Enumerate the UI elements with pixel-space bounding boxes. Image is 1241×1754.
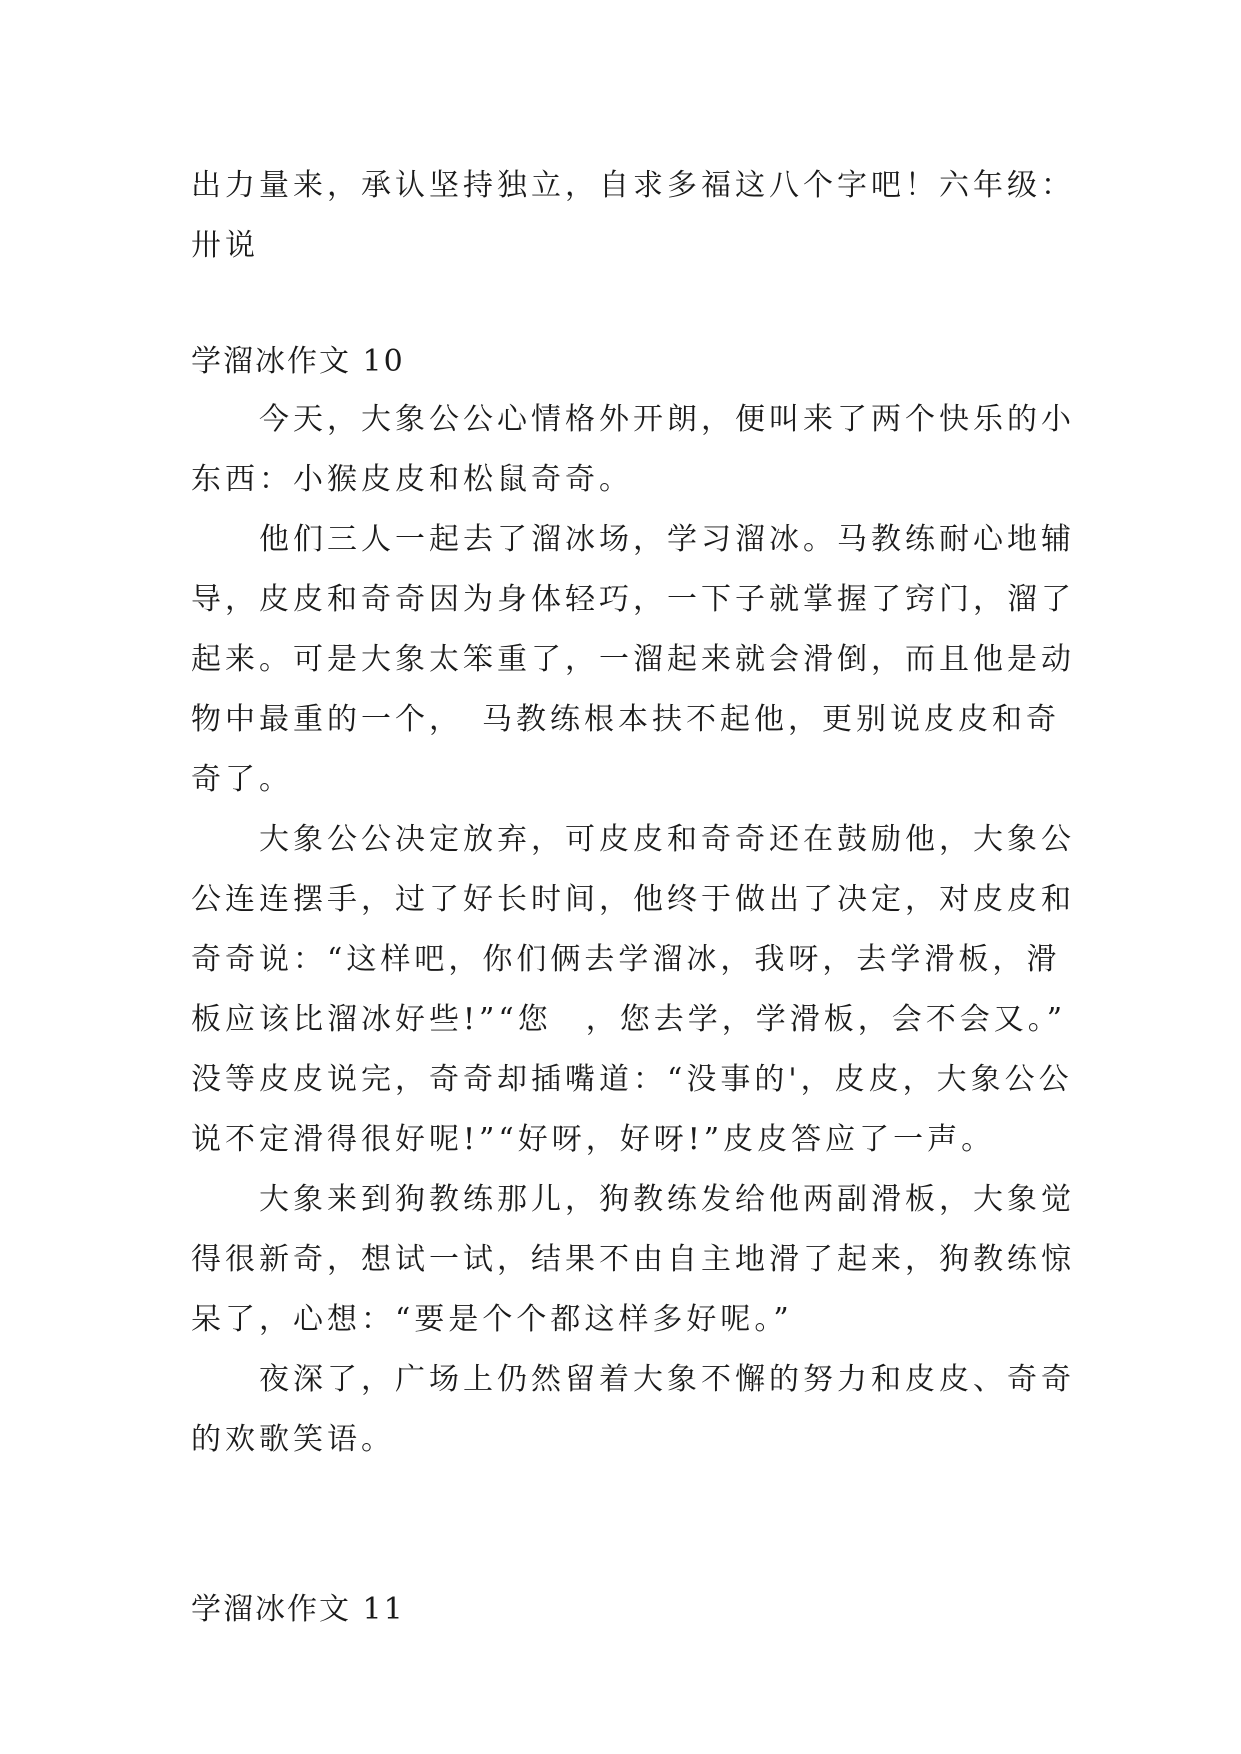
text-line: 呆了，心想：“要是个个都这样多好呢。”	[191, 1302, 793, 1337]
text-line: 夜深了，广场上仍然留着大象不懈的努力和皮皮、奇奇	[191, 1362, 1075, 1397]
text-line: 公连连摆手，过了好长时间，他终于做出了决定，对皮皮和	[191, 882, 1075, 917]
essay-11-heading: 学溜冰作文 11	[191, 1592, 405, 1627]
text-line: 东西：小猴皮皮和松鼠奇奇。	[191, 462, 633, 497]
text-line: 得很新奇，想试一试，结果不由自主地滑了起来，狗教练惊	[191, 1242, 1075, 1277]
essay-10-paragraph-5	[191, 1350, 1075, 1470]
text-line: 大象公公决定放弃，可皮皮和奇奇还在鼓励他，大象公	[191, 822, 1075, 857]
essay-10-paragraph-3	[191, 810, 1075, 1170]
text-line: 板应该比溜冰好些!”“您 ，您去学，学滑板，会不会又。”	[191, 1002, 1067, 1037]
text-line: 导，皮皮和奇奇因为身体轻巧，一下子就掌握了窍门，溜了	[191, 582, 1075, 617]
text-line: 起来。可是大象太笨重了，一溜起来就会滑倒，而且他是动	[191, 642, 1075, 677]
text-line: 出力量来，承认坚持独立，自求多福这八个字吧！六年级：	[191, 168, 1075, 203]
text-line: 奇奇说：“这样吧，你们俩去学溜冰，我呀，去学滑板，滑	[191, 942, 1061, 977]
text-line: 卅说	[191, 228, 259, 263]
text-line: 今天，大象公公心情格外开朗，便叫来了两个快乐的小	[191, 402, 1075, 437]
text-line: 说不定滑得很好呢!”“好呀，好呀!”皮皮答应了一声。	[191, 1122, 996, 1157]
continuation-paragraph	[191, 156, 1075, 276]
text-line: 他们三人一起去了溜冰场，学习溜冰。马教练耐心地辅	[191, 522, 1075, 557]
text-line: 的欢歌笑语。	[191, 1422, 395, 1457]
text-line: 物中最重的一个， 马教练根本扶不起他，更别说皮皮和奇	[191, 702, 1060, 737]
essay-10-paragraph-2	[191, 510, 1075, 810]
text-line: 没等皮皮说完，奇奇却插嘴道：“没事的'，皮皮，大象公公	[191, 1062, 1073, 1097]
text-line: 奇了。	[191, 762, 293, 797]
essay-10-paragraph-4	[191, 1170, 1075, 1350]
text-line: 大象来到狗教练那儿，狗教练发给他两副滑板，大象觉	[191, 1182, 1075, 1217]
essay-10-heading: 学溜冰作文 10	[191, 344, 405, 379]
essay-10-paragraph-1	[191, 390, 1075, 510]
